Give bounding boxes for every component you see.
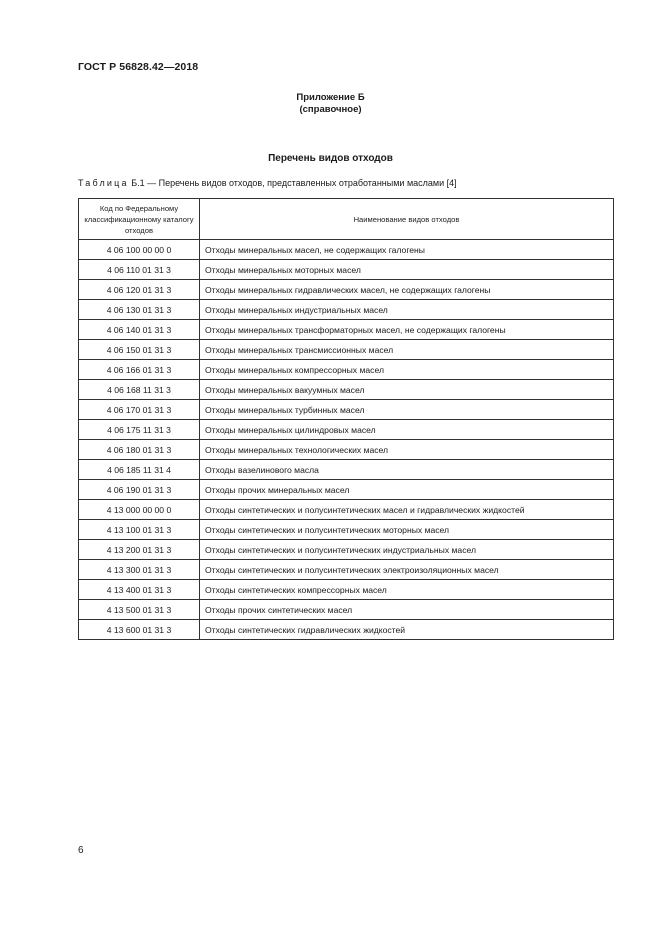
table-row — [79, 360, 614, 380]
waste-name-cell: Отходы синтетических компрессорных масел — [200, 580, 614, 600]
waste-code-cell: 4 06 175 11 31 3 — [79, 420, 200, 440]
waste-name-cell: Отходы минеральных технологических масел — [200, 440, 614, 460]
table-caption — [78, 178, 457, 188]
appendix-heading — [0, 92, 661, 116]
waste-code-cell: 4 06 166 01 31 3 — [79, 360, 200, 380]
waste-code-cell: 4 13 300 01 31 3 — [79, 560, 200, 580]
waste-code-cell: 4 13 600 01 31 3 — [79, 620, 200, 640]
waste-name-cell: Отходы минеральных моторных масел — [200, 260, 614, 280]
table-row — [79, 500, 614, 520]
waste-table — [78, 198, 614, 640]
table-caption-label: Таблица — [78, 178, 129, 188]
table-row — [79, 460, 614, 480]
waste-name-cell: Отходы синтетических и полусинтетических масел и гидравлических жидкостей — [200, 500, 614, 520]
table-row — [79, 560, 614, 580]
waste-name-cell: Отходы минеральных индустриальных масел — [200, 300, 614, 320]
waste-code-cell: 4 13 500 01 31 3 — [79, 600, 200, 620]
waste-name-cell: Отходы прочих синтетических масел — [200, 600, 614, 620]
table-row — [79, 300, 614, 320]
waste-code-cell: 4 06 140 01 31 3 — [79, 320, 200, 340]
waste-code-cell: 4 06 100 00 00 0 — [79, 240, 200, 260]
waste-name-cell: Отходы минеральных трансформаторных масел, не содержащих галогены — [200, 320, 614, 340]
table-row — [79, 240, 614, 260]
waste-name-cell: Отходы вазелинового масла — [200, 460, 614, 480]
table-row — [79, 280, 614, 300]
waste-name-cell: Отходы минеральных вакуумных масел — [200, 380, 614, 400]
table-row — [79, 540, 614, 560]
waste-name-cell: Отходы синтетических и полусинтетических электроизоляционных масел — [200, 560, 614, 580]
appendix-title: Приложение Б — [296, 92, 365, 103]
column-header-name: Наименование видов отходов — [200, 199, 614, 240]
waste-code-cell: 4 06 190 01 31 3 — [79, 480, 200, 500]
table-row — [79, 260, 614, 280]
waste-code-cell: 4 06 130 01 31 3 — [79, 300, 200, 320]
waste-code-cell: 4 13 000 00 00 0 — [79, 500, 200, 520]
table-header-row — [79, 199, 614, 240]
column-header-code: Код по Федеральному классификационному каталогу отходов — [79, 199, 200, 240]
table-row — [79, 620, 614, 640]
section-title: Перечень видов отходов — [268, 153, 393, 164]
table-body — [79, 240, 614, 640]
table-row — [79, 380, 614, 400]
table-row — [79, 340, 614, 360]
waste-name-cell: Отходы минеральных компрессорных масел — [200, 360, 614, 380]
table-row — [79, 440, 614, 460]
waste-name-cell: Отходы минеральных цилиндровых масел — [200, 420, 614, 440]
waste-name-cell: Отходы минеральных трансмиссионных масел — [200, 340, 614, 360]
waste-code-cell: 4 13 400 01 31 3 — [79, 580, 200, 600]
waste-code-cell: 4 06 150 01 31 3 — [79, 340, 200, 360]
waste-name-cell: Отходы минеральных турбинных масел — [200, 400, 614, 420]
table-row — [79, 320, 614, 340]
waste-code-cell: 4 06 170 01 31 3 — [79, 400, 200, 420]
waste-name-cell: Отходы минеральных гидравлических масел, не содержащих галогены — [200, 280, 614, 300]
waste-code-cell: 4 06 168 11 31 3 — [79, 380, 200, 400]
waste-name-cell: Отходы синтетических и полусинтетических индустриальных масел — [200, 540, 614, 560]
waste-code-cell: 4 13 200 01 31 3 — [79, 540, 200, 560]
waste-code-cell: 4 13 100 01 31 3 — [79, 520, 200, 540]
table-row — [79, 480, 614, 500]
waste-name-cell: Отходы синтетических и полусинтетических моторных масел — [200, 520, 614, 540]
table-row — [79, 600, 614, 620]
waste-code-cell: 4 06 185 11 31 4 — [79, 460, 200, 480]
waste-code-cell: 4 06 110 01 31 3 — [79, 260, 200, 280]
table-row — [79, 520, 614, 540]
table-caption-text: Б.1 — Перечень видов отходов, представленных отработанными маслами [4] — [128, 178, 457, 188]
waste-name-cell: Отходы прочих минеральных масел — [200, 480, 614, 500]
table-row — [79, 580, 614, 600]
document-code: ГОСТ Р 56828.42—2018 — [78, 61, 199, 73]
page-number: 6 — [78, 845, 84, 856]
waste-code-cell: 4 06 180 01 31 3 — [79, 440, 200, 460]
table-row — [79, 420, 614, 440]
waste-code-cell: 4 06 120 01 31 3 — [79, 280, 200, 300]
appendix-subtitle: (справочное) — [299, 104, 362, 115]
waste-name-cell: Отходы синтетических гидравлических жидкостей — [200, 620, 614, 640]
table-row — [79, 400, 614, 420]
waste-name-cell: Отходы минеральных масел, не содержащих галогены — [200, 240, 614, 260]
